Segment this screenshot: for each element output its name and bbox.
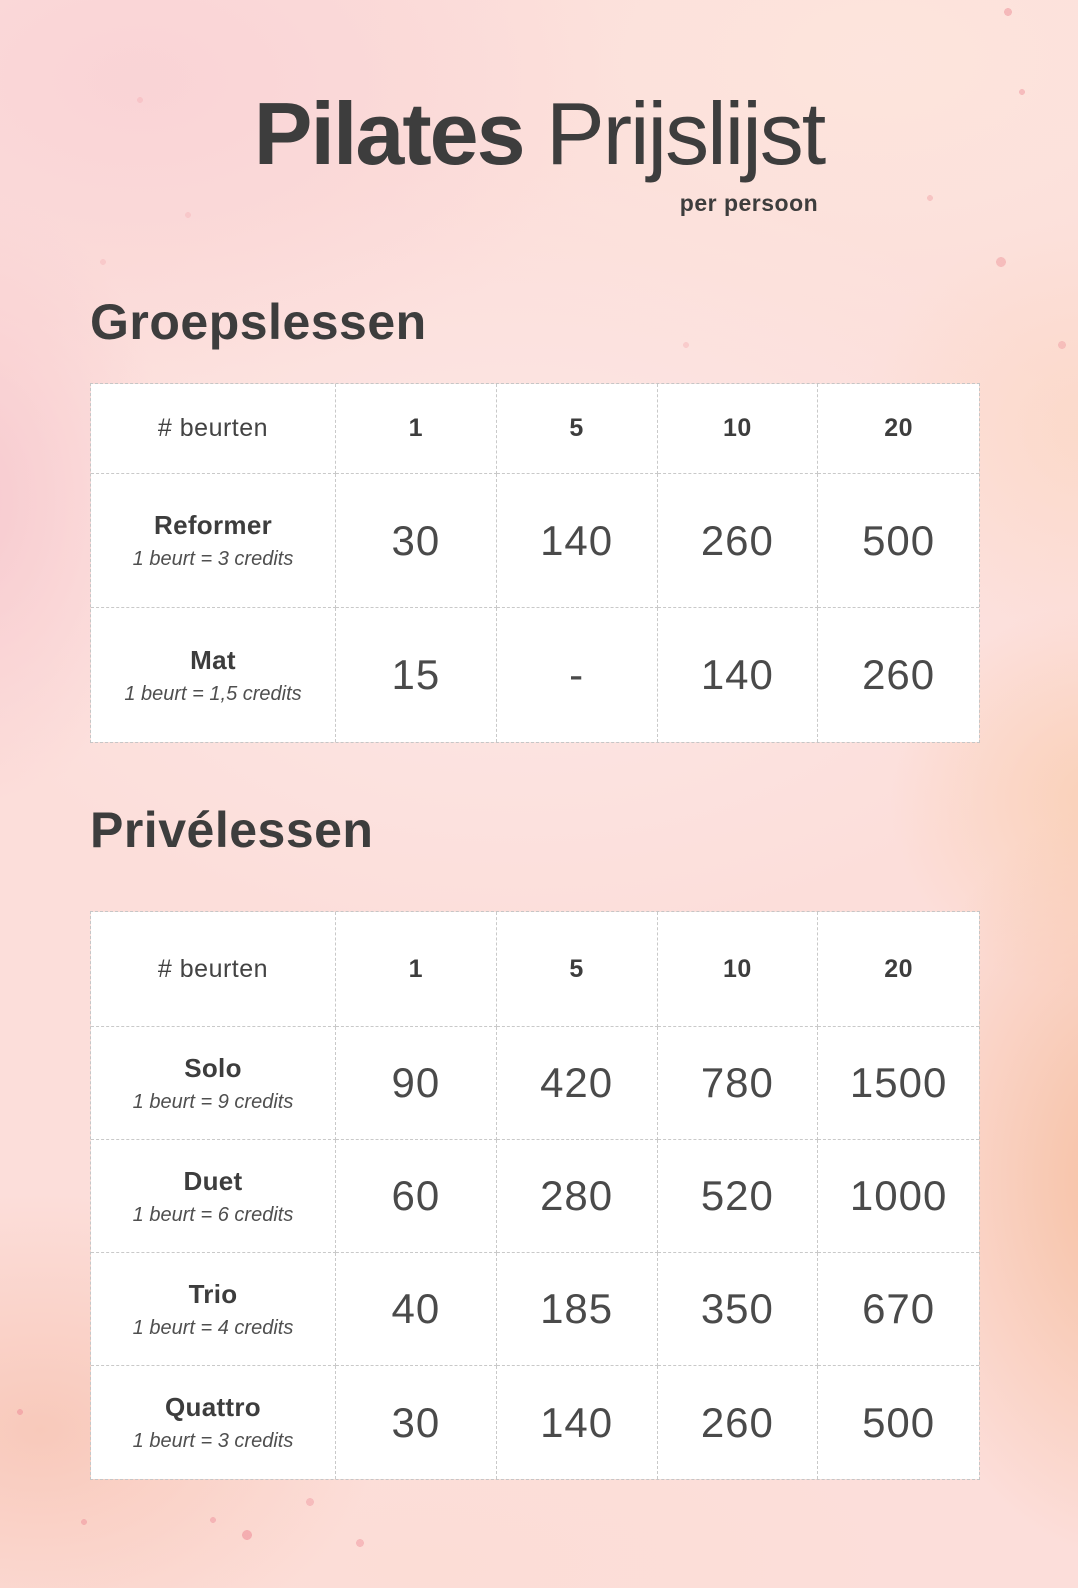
price-cell xyxy=(658,1366,819,1479)
price-cell xyxy=(658,1140,819,1253)
price-cell xyxy=(818,1366,979,1479)
price-cell xyxy=(818,1027,979,1140)
header-label: 10 xyxy=(722,954,752,983)
section-heading-groepslessen: Groepslessen xyxy=(90,294,427,350)
title-subtitle: per persoon xyxy=(679,190,819,217)
price-cell xyxy=(658,1027,819,1140)
row-header-duet xyxy=(91,1140,336,1253)
price-value: 1000 xyxy=(849,1172,948,1219)
row-header-quattro xyxy=(91,1366,336,1479)
price-cell xyxy=(336,1140,497,1253)
price-value: 90 xyxy=(391,1059,441,1106)
row-header-mat xyxy=(91,608,336,742)
price-value: 500 xyxy=(862,516,936,564)
header-label: 1 xyxy=(408,414,424,442)
row-name: Reformer xyxy=(154,510,272,540)
price-value: 15 xyxy=(391,651,441,698)
price-value: 670 xyxy=(862,1285,936,1332)
row-note: 1 beurt = 4 credits xyxy=(132,1316,294,1339)
column-header-beurten xyxy=(91,384,336,474)
price-value: 280 xyxy=(540,1172,614,1219)
header-label: 5 xyxy=(569,954,584,983)
row-header-trio xyxy=(91,1253,336,1366)
column-header-20 xyxy=(818,384,979,474)
price-cell xyxy=(336,608,497,742)
price-value: 260 xyxy=(862,651,936,698)
price-cell xyxy=(818,474,979,608)
title-brand: Pilates xyxy=(253,84,524,183)
header-label: # beurten xyxy=(157,954,269,983)
price-cell xyxy=(336,1366,497,1479)
price-value: 500 xyxy=(862,1398,936,1446)
price-cell xyxy=(658,608,819,742)
column-header-10 xyxy=(658,912,819,1027)
header-label: 10 xyxy=(722,414,752,442)
price-cell xyxy=(497,1366,658,1479)
price-value: 520 xyxy=(700,1172,774,1219)
price-value: 140 xyxy=(700,651,774,698)
price-cell xyxy=(336,1253,497,1366)
row-note: 1 beurt = 3 credits xyxy=(132,1430,294,1452)
column-header-beurten xyxy=(91,912,336,1027)
price-value: 260 xyxy=(700,516,774,564)
header-label: 20 xyxy=(884,414,914,442)
price-value: 350 xyxy=(700,1285,774,1332)
section-heading-privelessen: Privélessen xyxy=(90,802,374,858)
price-value: 40 xyxy=(391,1285,441,1332)
price-value: 30 xyxy=(391,1398,441,1446)
row-name: Trio xyxy=(188,1278,238,1309)
column-header-5 xyxy=(497,384,658,474)
row-name: Duet xyxy=(183,1165,243,1196)
price-cell xyxy=(658,474,819,608)
price-value: 420 xyxy=(540,1059,614,1106)
page-title xyxy=(254,86,824,181)
price-cell xyxy=(336,1027,497,1140)
header-label: # beurten xyxy=(157,414,269,442)
column-header-1 xyxy=(336,384,497,474)
price-value: 140 xyxy=(540,516,614,564)
groepslessen-table xyxy=(90,383,980,743)
price-cell xyxy=(818,1140,979,1253)
column-header-20 xyxy=(818,912,979,1027)
price-cell xyxy=(497,474,658,608)
row-name: Solo xyxy=(184,1052,242,1083)
price-cell xyxy=(658,1253,819,1366)
row-header-solo xyxy=(91,1027,336,1140)
column-header-1 xyxy=(336,912,497,1027)
price-cell xyxy=(497,608,658,742)
price-value: 185 xyxy=(540,1285,614,1332)
row-note: 1 beurt = 1,5 credits xyxy=(124,682,302,705)
column-header-10 xyxy=(658,384,819,474)
row-name: Mat xyxy=(190,644,236,675)
row-note: 1 beurt = 6 credits xyxy=(132,1203,294,1226)
header-label: 1 xyxy=(408,954,424,983)
price-cell xyxy=(818,608,979,742)
title-block xyxy=(254,86,824,217)
price-cell xyxy=(336,474,497,608)
price-value: 260 xyxy=(700,1398,774,1446)
column-header-5 xyxy=(497,912,658,1027)
header-label: 5 xyxy=(569,414,584,442)
price-value: 140 xyxy=(540,1398,614,1446)
price-value: 30 xyxy=(391,516,441,564)
privelessen-table xyxy=(90,911,980,1480)
row-name: Quattro xyxy=(165,1392,261,1422)
price-cell xyxy=(497,1253,658,1366)
header-label: 20 xyxy=(884,954,914,983)
row-header-reformer xyxy=(91,474,336,608)
row-note: 1 beurt = 3 credits xyxy=(132,548,294,570)
price-value: 780 xyxy=(700,1059,774,1106)
price-cell xyxy=(497,1140,658,1253)
row-note: 1 beurt = 9 credits xyxy=(132,1090,294,1113)
title-word: Prijslijst xyxy=(545,84,825,183)
price-cell xyxy=(818,1253,979,1366)
price-value: 1500 xyxy=(849,1059,948,1106)
price-cell xyxy=(497,1027,658,1140)
price-value: 60 xyxy=(391,1172,441,1219)
price-value: - xyxy=(569,651,585,698)
